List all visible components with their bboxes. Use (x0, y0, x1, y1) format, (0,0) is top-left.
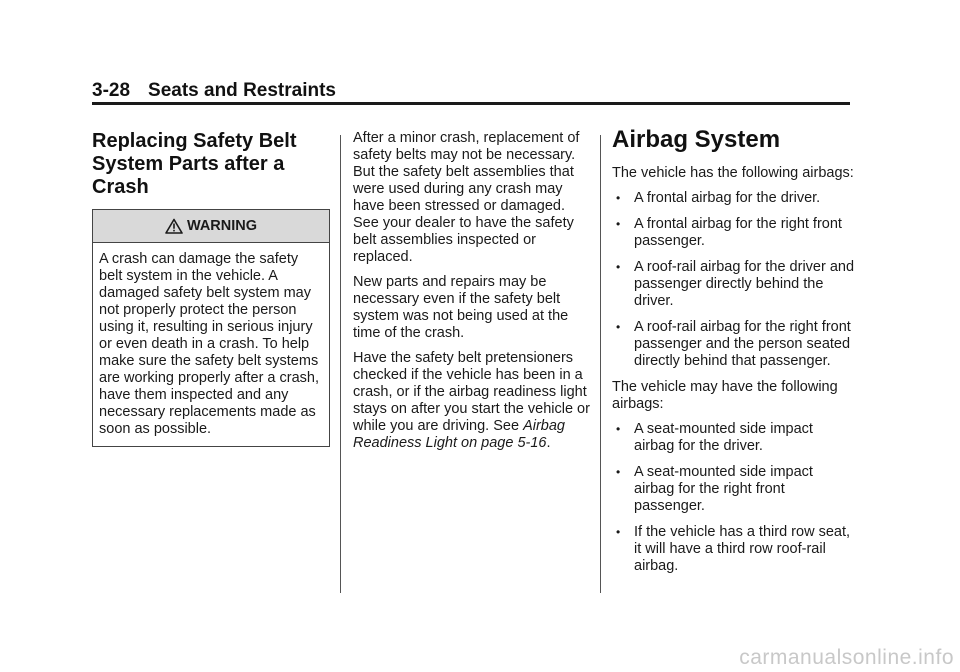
intro-has-airbags: The vehicle has the following airbags: (612, 165, 854, 181)
pretensioners-text: Have the safety belt pretensioners checked if the vehicle has been in a crash, or if the airbag readiness light stays on after you start the vehicle or while you are driving. See (353, 350, 590, 434)
bullet-icon: • (616, 191, 621, 205)
column-2 (353, 130, 593, 460)
page-header (92, 80, 336, 102)
column-3 (612, 125, 857, 584)
warning-icon (165, 218, 183, 234)
bullet-icon: • (616, 422, 621, 436)
column-divider-2 (600, 135, 601, 593)
paragraph-new-parts: New parts and repairs may be necessary even if the safety belt system was not being used at the time of the crash. (353, 274, 569, 341)
list-item: • A frontal airbag for the driver. (616, 190, 821, 206)
airbag-list-standard (612, 190, 857, 370)
warning-header (93, 210, 329, 243)
list-item: • A seat-mounted side impact airbag for the driver. (616, 421, 813, 454)
column-1 (92, 130, 332, 447)
bullet-icon: • (616, 320, 621, 334)
list-item: • A seat-mounted side impact airbag for the right front passenger. (616, 464, 813, 514)
section-heading-replacing: Replacing Safety Belt System Parts after a Crash (92, 130, 297, 198)
intro-may-have-airbags: The vehicle may have the following airbags: (612, 379, 838, 412)
warning-label: WARNING (186, 217, 258, 234)
list-item: • If the vehicle has a third row seat, it will have a third row roof-rail airbag. (616, 524, 850, 574)
warning-box (92, 209, 330, 447)
list-item: • A frontal airbag for the right front passenger. (616, 216, 842, 249)
header-rule (92, 102, 850, 105)
column-divider-1 (340, 135, 341, 593)
bullet-icon: • (616, 525, 621, 539)
section-heading-airbag: Airbag System (612, 126, 781, 153)
section-title: Seats and Restraints (148, 80, 336, 101)
list-item: • A roof-rail airbag for the right front passenger and the person seated directly behind that passenger. (616, 319, 851, 369)
warning-text: A crash can damage the safety belt system in the vehicle. A damaged safety belt system may not properly protect the person using it, resulting in serious injury or even death in a crash. To help make sure the safety belt systems are working properly after a crash, have them inspected and any necessary replacements made as soon as possible. (99, 251, 320, 437)
list-item: • A roof-rail airbag for the driver and passenger directly behind the driver. (616, 259, 855, 309)
watermark-text: carmanualsonline.info (739, 646, 954, 669)
page-number: 3-28 (92, 80, 131, 101)
airbag-list-optional (612, 421, 857, 575)
bullet-icon: • (616, 465, 621, 479)
paragraph-minor-crash: After a minor crash, replacement of safety belts may not be necessary. But the safety belt assemblies that were used during any crash may have been stressed or damaged. See your dealer to have the safety belt assemblies inspected or replaced. (353, 130, 580, 265)
paragraph-pretensioners (353, 350, 593, 452)
bullet-icon: • (616, 217, 621, 231)
bullet-icon: • (616, 260, 621, 274)
pretensioners-end: . (546, 435, 551, 451)
airbag-readiness-link[interactable]: Airbag Readiness Light on page 5-16 (353, 418, 565, 451)
